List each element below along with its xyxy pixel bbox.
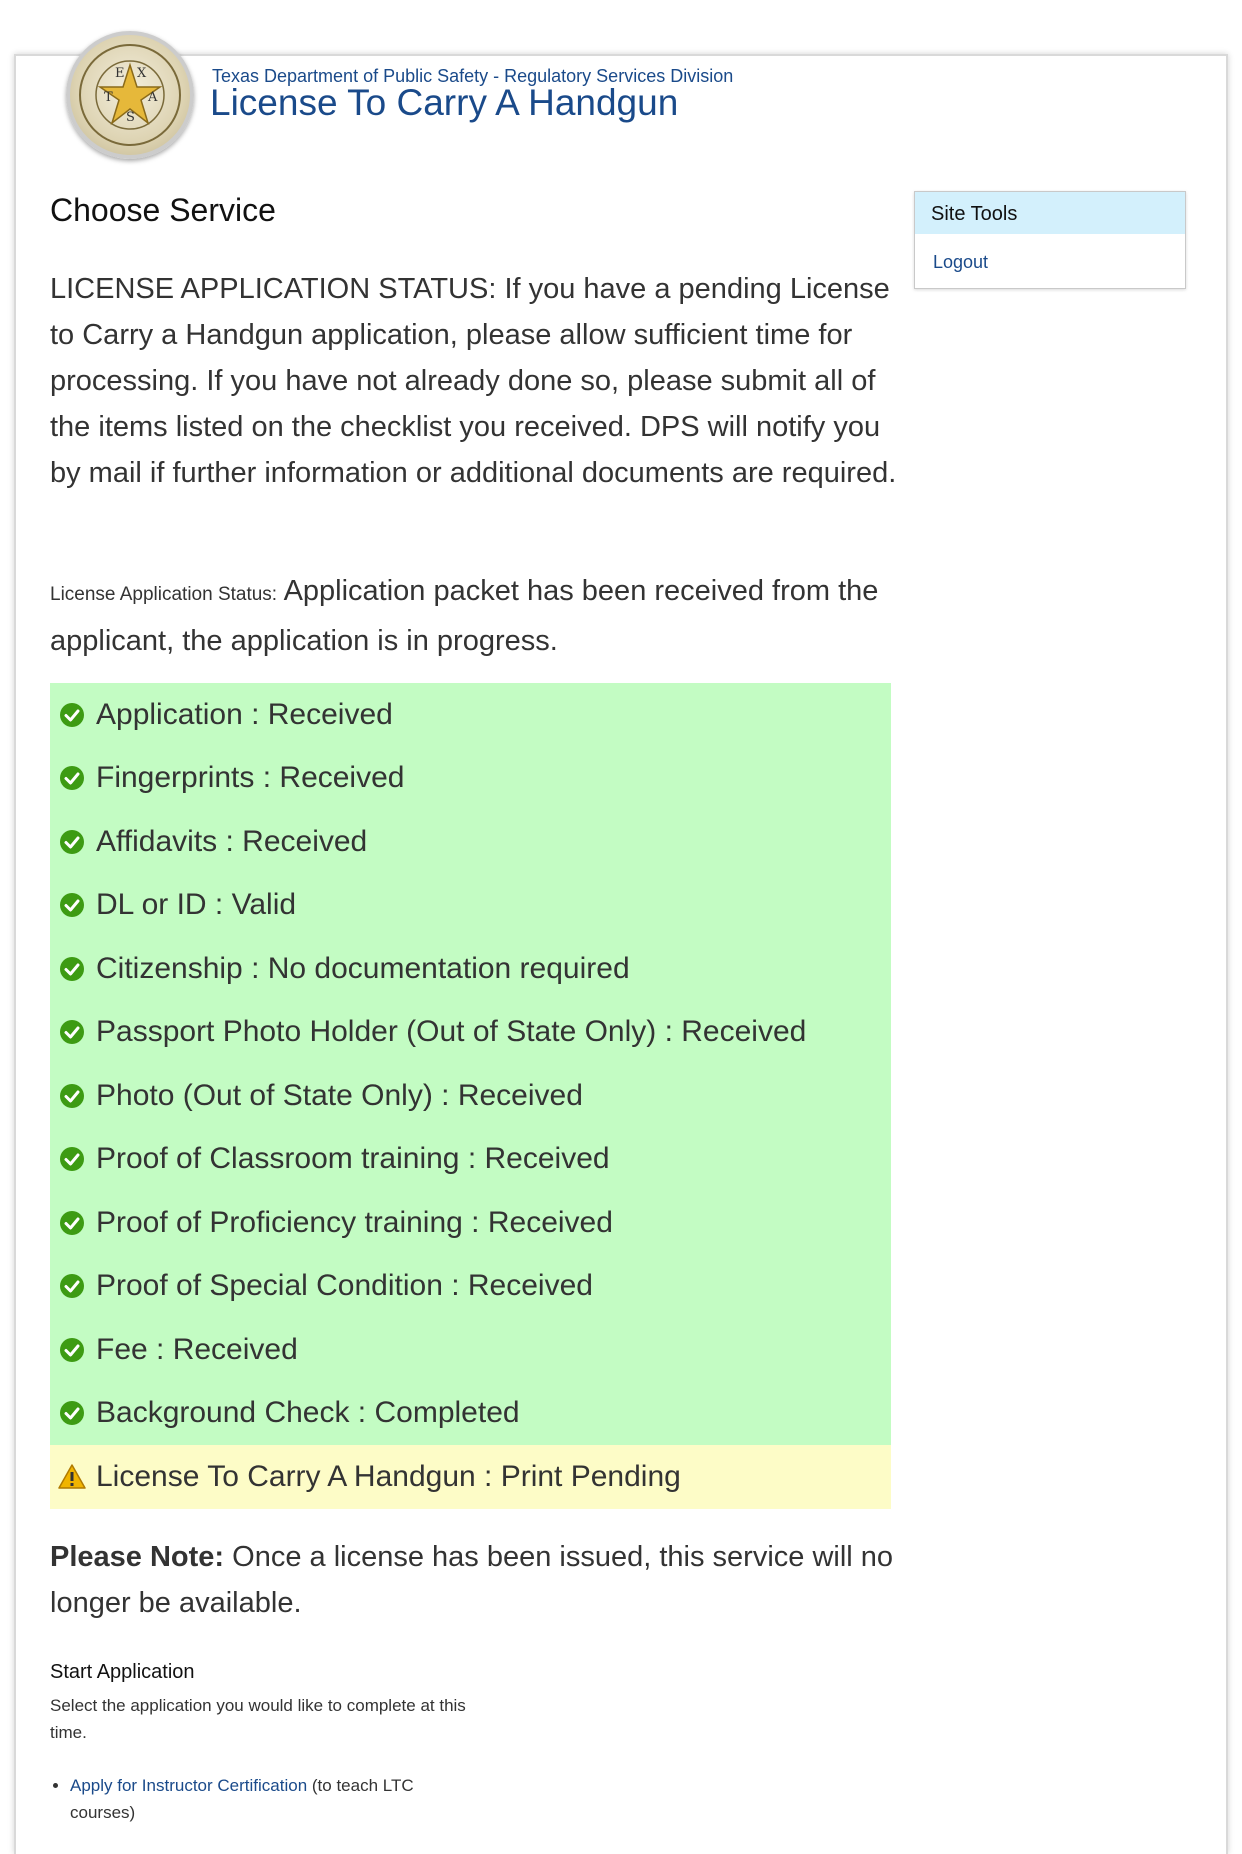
status-intro: LICENSE APPLICATION STATUS: If you have a pending License to Carry a Handgun application, please allow sufficient time for processing. If you have not already done so, please submit all of the items listed on the checklist you received. DPS will notify you by mail if further information or additional documents are required. — [50, 273, 897, 489]
application-list — [50, 1772, 470, 1826]
checklist-text: Application : Received — [96, 697, 393, 731]
application-status — [50, 568, 900, 664]
check-circle-icon — [58, 1082, 86, 1110]
checklist-item — [50, 1382, 891, 1446]
status-value: Application packet has been received from the applicant, the application is in progress. — [50, 575, 879, 657]
check-circle-icon — [58, 955, 86, 983]
check-circle-icon — [58, 764, 86, 792]
site-tools-panel — [914, 191, 1186, 289]
check-circle-icon — [58, 1209, 86, 1237]
checklist-text: Proof of Proficiency training : Received — [96, 1205, 613, 1239]
checklist-item — [50, 1445, 891, 1509]
check-circle-icon — [58, 891, 86, 919]
svg-text:E: E — [115, 66, 125, 81]
checklist-text: Passport Photo Holder (Out of State Only) : Received — [96, 1015, 807, 1049]
svg-text:X: X — [137, 66, 147, 81]
checklist-text: Background Check : Completed — [96, 1396, 520, 1430]
checklist-text: Proof of Classroom training : Received — [96, 1142, 610, 1176]
checklist-item — [50, 1128, 891, 1192]
department-name: Texas Department of Public Safety - Regulatory Services Division — [212, 66, 734, 86]
note-label: Please Note: — [50, 1541, 225, 1573]
check-circle-icon — [58, 1336, 86, 1364]
please-note — [50, 1534, 900, 1626]
svg-text:S: S — [126, 110, 135, 125]
checklist-item — [50, 1318, 891, 1382]
checklist-text: Proof of Special Condition : Received — [96, 1269, 593, 1303]
checklist-text: Fee : Received — [96, 1332, 298, 1366]
checklist-text: DL or ID : Valid — [96, 888, 297, 922]
page-title: Choose Service — [50, 192, 276, 228]
checklist-item — [50, 1255, 891, 1319]
warning-triangle-icon — [58, 1463, 86, 1491]
svg-text:T: T — [104, 90, 113, 105]
site-title: License To Carry A Handgun — [210, 82, 679, 123]
start-application-description: Select the application you would like to complete at this time. — [50, 1696, 466, 1742]
checklist-item — [50, 874, 891, 938]
check-circle-icon — [58, 828, 86, 856]
checklist-item — [50, 1064, 891, 1128]
svg-text:A: A — [148, 90, 158, 105]
apply-instructor-certification-link[interactable]: Apply for Instructor Certification — [70, 1776, 308, 1795]
checklist-item — [50, 747, 891, 811]
checklist-text: Citizenship : No documentation required — [96, 951, 630, 985]
note-text: Once a license has been issued, this service will no longer be available. — [50, 1541, 894, 1619]
status-label: License Application Status: — [50, 584, 278, 605]
checklist-text: Affidavits : Received — [96, 824, 368, 858]
site-tools-title: Site Tools — [915, 192, 1185, 234]
check-circle-icon — [58, 1272, 86, 1300]
start-application-title: Start Application — [50, 1661, 195, 1683]
checklist-item — [50, 937, 891, 1001]
logout-link[interactable]: Logout — [933, 252, 989, 272]
checklist-text: Photo (Out of State Only) : Received — [96, 1078, 583, 1112]
check-circle-icon — [58, 701, 86, 729]
application-note: (to teach LTC courses) — [70, 1776, 414, 1822]
checklist-item — [50, 683, 891, 747]
checklist-item — [50, 1001, 891, 1065]
texas-dps-seal-icon — [66, 31, 194, 159]
checklist-item — [50, 1191, 891, 1255]
checklist-text: License To Carry A Handgun : Print Pending — [96, 1459, 681, 1493]
checklist-text: Fingerprints : Received — [96, 761, 405, 795]
list-item — [70, 1772, 470, 1826]
status-checklist — [50, 683, 891, 1509]
check-circle-icon — [58, 1399, 86, 1427]
check-circle-icon — [58, 1145, 86, 1173]
checklist-item — [50, 810, 891, 874]
check-circle-icon — [58, 1018, 86, 1046]
